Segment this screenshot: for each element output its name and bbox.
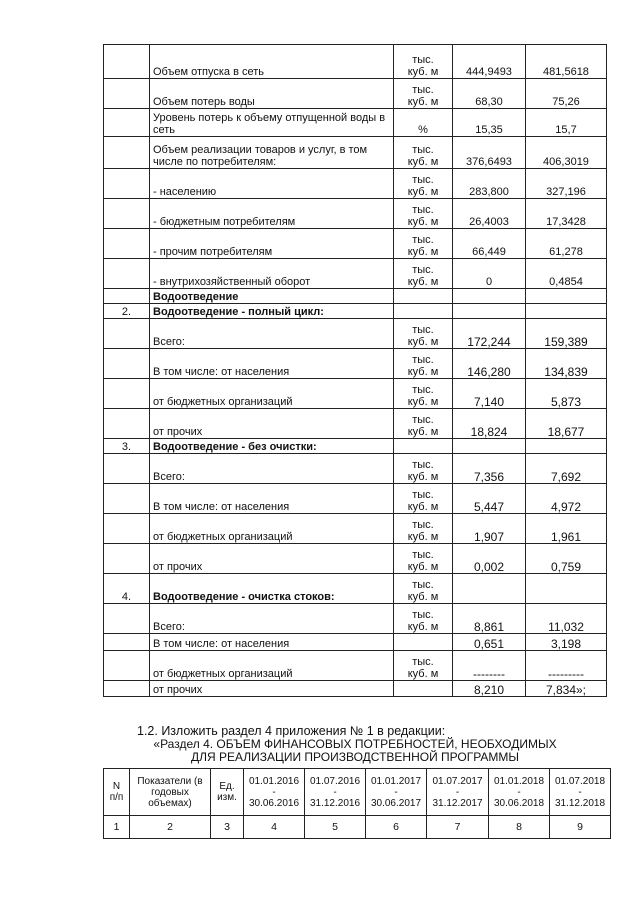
row-indicator-name: - внутрихозяйственный оборот [150, 259, 394, 289]
row-number [104, 409, 150, 439]
table-row [104, 634, 607, 651]
row-value-period-1: 7,356 [453, 454, 526, 484]
row-unit [394, 304, 453, 319]
row-unit-line-2: куб. м [407, 66, 439, 78]
row-value-period-1: 7,140 [453, 379, 526, 409]
row-unit-line-1: тыс. [412, 174, 434, 186]
row-number [104, 79, 150, 109]
row-value-period-2: 7,692 [526, 454, 607, 484]
period-2-from: 01.07.2016 [309, 775, 361, 787]
row-indicator-name: от бюджетных организаций [150, 651, 394, 681]
table-row [104, 574, 607, 604]
row-value-period-1: 376,6493 [453, 137, 526, 169]
row-number [104, 259, 150, 289]
row-indicator-name: Объем потерь воды [150, 79, 394, 109]
row-unit [394, 574, 453, 604]
row-number [104, 454, 150, 484]
row-unit-line-2: куб. м [407, 561, 439, 573]
row-unit-line-1: % [418, 124, 428, 136]
period-1-from: 01.01.2016 [248, 775, 300, 787]
table-row [104, 514, 607, 544]
column-number: 8 [489, 816, 550, 839]
row-unit [394, 604, 453, 634]
row-unit [394, 319, 453, 349]
header-indicators-line-1: Показатели (в [137, 775, 203, 787]
row-indicator-name: В том числе: от населения [150, 634, 394, 651]
row-unit-line-2: куб. м [407, 531, 439, 543]
row-value-period-2: 406,3019 [526, 137, 607, 169]
table-row [104, 304, 607, 319]
row-unit [394, 289, 453, 304]
row-value-period-1 [453, 289, 526, 304]
row-unit-line-1: тыс. [412, 204, 434, 216]
row-value-period-1: 283,800 [453, 169, 526, 199]
row-indicator-name: В том числе: от населения [150, 484, 394, 514]
column-number: 1 [104, 816, 130, 839]
row-indicator-name: от прочих [150, 409, 394, 439]
row-indicator-name: - прочим потребителям [150, 229, 394, 259]
row-unit-line-2: куб. м [407, 471, 439, 483]
row-value-period-2: 3,198 [526, 634, 607, 651]
row-number [104, 634, 150, 651]
row-unit-line-2: куб. м [407, 501, 439, 513]
row-unit-line-2: куб. м [407, 156, 439, 168]
period-6-from: 01.07.2018 [554, 775, 606, 787]
row-unit [394, 259, 453, 289]
column-number-row [104, 816, 611, 839]
row-number [104, 349, 150, 379]
column-number: 6 [366, 816, 427, 839]
period-5-dash: - [517, 786, 521, 798]
row-value-period-2: 7,834»; [526, 681, 607, 697]
row-value-period-1: 66,449 [453, 229, 526, 259]
header-period-3 [366, 769, 427, 816]
period-4-to: 31.12.2017 [432, 797, 483, 809]
column-number: 5 [305, 816, 366, 839]
row-value-period-2: 0,4854 [526, 259, 607, 289]
period-5-from: 01.01.2018 [493, 775, 545, 787]
row-number: 2. [104, 304, 150, 319]
section-heading-line-2: ДЛЯ РЕАЛИЗАЦИИ ПРОИЗВОДСТВЕННОЙ ПРОГРАММЫ [190, 750, 520, 764]
row-indicator-name: В том числе: от населения [150, 349, 394, 379]
row-indicator-name: Водоотведение - очистка стоков: [150, 574, 394, 604]
column-number: 3 [211, 816, 244, 839]
row-unit-line-1: тыс. [412, 656, 434, 668]
row-unit-line-2: куб. м [407, 216, 439, 228]
period-2-dash: - [333, 786, 337, 798]
row-unit-line-2: куб. м [407, 186, 439, 198]
column-number: 7 [427, 816, 489, 839]
row-indicator-name: Объем отпуска в сеть [150, 45, 394, 79]
row-value-period-1: 5,447 [453, 484, 526, 514]
table-row [104, 544, 607, 574]
table-row [104, 454, 607, 484]
row-unit-line-2: куб. м [407, 426, 439, 438]
row-unit-line-1: тыс. [412, 489, 434, 501]
row-number [104, 604, 150, 634]
row-unit [394, 45, 453, 79]
production-volume-table-body [104, 45, 607, 697]
table-row [104, 289, 607, 304]
period-1-to: 30.06.2016 [248, 797, 300, 809]
row-indicator-name: Всего: [150, 604, 394, 634]
row-unit [394, 229, 453, 259]
row-value-period-2: 75,26 [526, 79, 607, 109]
row-value-period-1 [453, 439, 526, 454]
row-value-period-2: 18,677 [526, 409, 607, 439]
row-value-period-2: 481,5618 [526, 45, 607, 79]
row-value-period-1: 0,002 [453, 544, 526, 574]
row-number [104, 514, 150, 544]
row-unit [394, 484, 453, 514]
header-period-1 [244, 769, 305, 816]
header-unit-line-1: Ед. [219, 781, 235, 792]
period-2-to: 31.12.2016 [309, 797, 361, 809]
row-unit [394, 514, 453, 544]
row-number [104, 319, 150, 349]
row-value-period-2: 1,961 [526, 514, 607, 544]
table-row [104, 484, 607, 514]
table-header-row [104, 769, 611, 816]
row-unit-line-2: куб. м [407, 591, 439, 603]
row-unit [394, 439, 453, 454]
row-indicator-name: Водоотведение [150, 289, 394, 304]
row-number [104, 379, 150, 409]
row-unit [394, 199, 453, 229]
row-unit-line-1: тыс. [412, 144, 434, 156]
row-unit-line-1: тыс. [412, 384, 434, 396]
row-number: 4. [104, 574, 150, 604]
period-3-to: 30.06.2017 [370, 797, 422, 809]
row-value-period-1: 26,4003 [453, 199, 526, 229]
row-value-period-2: 327,196 [526, 169, 607, 199]
production-volume-table [103, 44, 607, 697]
row-value-period-2: 4,972 [526, 484, 607, 514]
row-value-period-2: 134,839 [526, 349, 607, 379]
row-value-period-1: 15,35 [453, 109, 526, 137]
row-unit-line-2: куб. м [407, 396, 439, 408]
row-value-period-2: 61,278 [526, 229, 607, 259]
header-number-line-1: N [112, 781, 121, 792]
row-unit-line-1: тыс. [412, 84, 434, 96]
row-unit-line-1: тыс. [412, 54, 434, 66]
row-unit-line-1: тыс. [412, 609, 434, 621]
row-value-period-2 [526, 439, 607, 454]
row-number [104, 229, 150, 259]
row-number [104, 109, 150, 137]
row-value-period-1: 0 [453, 259, 526, 289]
row-value-period-2: 5,873 [526, 379, 607, 409]
row-value-period-1: 0,651 [453, 634, 526, 651]
row-number [104, 289, 150, 304]
row-number [104, 169, 150, 199]
row-unit-line-2: куб. м [407, 668, 439, 680]
row-value-period-2: --------- [526, 651, 607, 681]
row-unit-line-2: куб. м [407, 276, 439, 288]
column-number: 9 [550, 816, 611, 839]
row-unit [394, 349, 453, 379]
row-unit [394, 109, 453, 137]
table-row [104, 379, 607, 409]
table-row [104, 45, 607, 79]
header-period-6 [550, 769, 611, 816]
row-unit-line-1: тыс. [412, 354, 434, 366]
row-unit [394, 409, 453, 439]
row-unit [394, 681, 453, 697]
row-value-period-1: 18,824 [453, 409, 526, 439]
row-unit-line-1: тыс. [412, 579, 434, 591]
header-indicators-line-2: годовых [151, 786, 189, 798]
header-period-2 [305, 769, 366, 816]
period-3-from: 01.01.2017 [370, 775, 422, 787]
period-6-dash: - [578, 786, 582, 798]
row-unit-line-1: тыс. [412, 414, 434, 426]
row-unit-line-1: тыс. [412, 324, 434, 336]
row-value-period-2: 15,7 [526, 109, 607, 137]
row-number [104, 45, 150, 79]
column-number: 2 [130, 816, 211, 839]
table-row [104, 109, 607, 137]
row-value-period-2: 11,032 [526, 604, 607, 634]
row-unit-line-1: тыс. [412, 519, 434, 531]
row-unit [394, 634, 453, 651]
row-unit-line-1: тыс. [412, 549, 434, 561]
row-value-period-1: 68,30 [453, 79, 526, 109]
table-row [104, 604, 607, 634]
row-value-period-1 [453, 304, 526, 319]
row-indicator-name: Всего: [150, 454, 394, 484]
row-value-period-2: 159,389 [526, 319, 607, 349]
row-unit [394, 137, 453, 169]
row-value-period-1 [453, 574, 526, 604]
row-value-period-2: 0,759 [526, 544, 607, 574]
row-indicator-name: Уровень потерь к объему отпущенной воды в сеть [150, 109, 394, 137]
table-row [104, 169, 607, 199]
period-5-to: 30.06.2018 [493, 797, 545, 809]
row-unit-line-2: куб. м [407, 621, 439, 633]
row-unit-line-1: тыс. [412, 459, 434, 471]
financial-needs-table [103, 768, 611, 839]
table-row [104, 439, 607, 454]
row-number [104, 137, 150, 169]
row-value-period-1: 8,210 [453, 681, 526, 697]
row-unit [394, 169, 453, 199]
header-indicators [130, 769, 211, 816]
row-unit-line-2: куб. м [407, 96, 439, 108]
period-4-dash: - [455, 786, 460, 798]
row-unit-line-2: куб. м [407, 336, 439, 348]
header-period-4 [427, 769, 489, 816]
row-value-period-2 [526, 304, 607, 319]
table-row [104, 199, 607, 229]
row-value-period-1: 146,280 [453, 349, 526, 379]
row-unit [394, 379, 453, 409]
row-value-period-1: -------- [453, 651, 526, 681]
row-unit [394, 544, 453, 574]
row-value-period-2 [526, 289, 607, 304]
row-indicator-name: - населению [150, 169, 394, 199]
row-indicator-name: Всего: [150, 319, 394, 349]
row-number [104, 651, 150, 681]
table-row [104, 349, 607, 379]
row-unit [394, 79, 453, 109]
row-indicator-name: от бюджетных организаций [150, 514, 394, 544]
row-indicator-name: Объем реализации товаров и услуг, в том числе по потребителям: [150, 137, 394, 169]
row-unit [394, 454, 453, 484]
row-value-period-2 [526, 574, 607, 604]
row-indicator-name: - бюджетным потребителям [150, 199, 394, 229]
table-row [104, 259, 607, 289]
table-row [104, 681, 607, 697]
table-row [104, 229, 607, 259]
row-value-period-1: 8,861 [453, 604, 526, 634]
row-unit-line-2: куб. м [407, 246, 439, 258]
table-row [104, 651, 607, 681]
row-indicator-name: от бюджетных организаций [150, 379, 394, 409]
row-number: 3. [104, 439, 150, 454]
table-row [104, 137, 607, 169]
row-value-period-1: 444,9493 [453, 45, 526, 79]
row-value-period-2: 17,3428 [526, 199, 607, 229]
period-6-to: 31.12.2018 [554, 797, 606, 809]
column-number: 4 [244, 816, 305, 839]
row-unit [394, 651, 453, 681]
table-row [104, 319, 607, 349]
table-row [104, 409, 607, 439]
row-unit-line-1: тыс. [412, 234, 434, 246]
row-indicator-name: от прочих [150, 681, 394, 697]
instruction-paragraph: 1.2. Изложить раздел 4 приложения № 1 в редакции: [137, 724, 446, 738]
section-heading-line-1: «Раздел 4. ОБЪЕМ ФИНАНСОВЫХ ПОТРЕБНОСТЕЙ, НЕОБХОДИМЫХ [153, 737, 557, 751]
row-indicator-name: от прочих [150, 544, 394, 574]
row-unit-line-1: тыс. [412, 264, 434, 276]
period-4-from: 01.07.2017 [432, 775, 483, 787]
period-3-dash: - [394, 786, 398, 798]
row-number [104, 484, 150, 514]
row-value-period-1: 1,907 [453, 514, 526, 544]
row-value-period-1: 172,244 [453, 319, 526, 349]
row-indicator-name: Водоотведение - полный цикл: [150, 304, 394, 319]
table-row [104, 79, 607, 109]
period-1-dash: - [272, 786, 276, 798]
row-unit-line-2: куб. м [407, 366, 439, 378]
row-number [104, 681, 150, 697]
header-unit [211, 769, 244, 816]
row-number [104, 199, 150, 229]
row-number [104, 544, 150, 574]
header-number-line-2: п/п [109, 792, 124, 803]
header-unit-line-2: изм. [217, 792, 237, 803]
row-indicator-name: Водоотведение - без очистки: [150, 439, 394, 454]
header-number [104, 769, 130, 816]
header-period-5 [489, 769, 550, 816]
header-indicators-line-3: объемах) [148, 797, 192, 809]
